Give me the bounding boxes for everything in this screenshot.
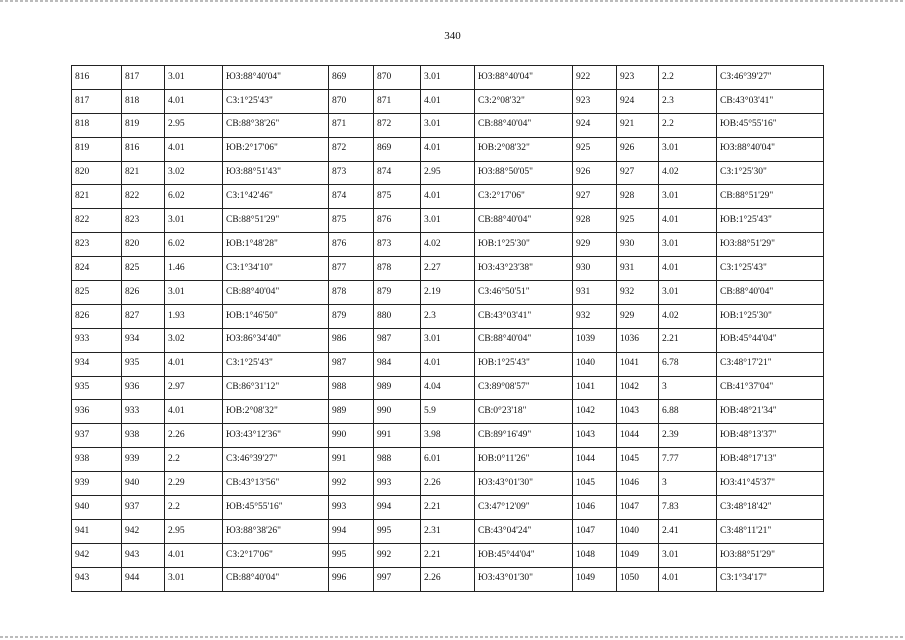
- cell-distance: 2.95: [165, 113, 223, 137]
- cell-from-point: 876: [329, 233, 374, 257]
- cell-bearing: СЗ:46°50'51": [475, 281, 573, 305]
- cell-distance: 1.46: [165, 257, 223, 281]
- cell-distance: 5.9: [421, 400, 475, 424]
- cell-to-point: 874: [374, 161, 421, 185]
- cell-to-point: 875: [374, 185, 421, 209]
- cell-distance: 3.98: [421, 424, 475, 448]
- cell-distance: 3: [659, 376, 717, 400]
- cell-from-point: 1044: [573, 448, 617, 472]
- cell-from-point: 932: [573, 304, 617, 328]
- cell-bearing: СВ:43°03'41": [475, 304, 573, 328]
- cell-distance: 4.01: [659, 567, 717, 591]
- cell-from-point: 871: [329, 113, 374, 137]
- cell-to-point: 869: [374, 137, 421, 161]
- cell-distance: 2.3: [659, 89, 717, 113]
- cell-bearing: СЗ:2°08'32": [475, 89, 573, 113]
- cell-to-point: 930: [617, 233, 659, 257]
- cell-bearing: ЮВ:45°55'16": [223, 496, 329, 520]
- cell-to-point: 1046: [617, 472, 659, 496]
- scan-bottom-edge: [0, 636, 905, 638]
- cell-distance: 3.01: [421, 328, 475, 352]
- cell-to-point: 818: [122, 89, 165, 113]
- cell-distance: 2.95: [165, 519, 223, 543]
- cell-distance: 2.3: [421, 304, 475, 328]
- cell-distance: 6.02: [165, 185, 223, 209]
- cell-from-point: 986: [329, 328, 374, 352]
- cell-bearing: СВ:88°51'29": [223, 209, 329, 233]
- cell-distance: 4.02: [659, 304, 717, 328]
- cell-to-point: 990: [374, 400, 421, 424]
- cell-to-point: 995: [374, 519, 421, 543]
- cell-to-point: 1045: [617, 448, 659, 472]
- cell-distance: 3: [659, 472, 717, 496]
- cell-distance: 6.78: [659, 352, 717, 376]
- cell-bearing: ЮВ:2°08'32": [475, 137, 573, 161]
- cell-from-point: 991: [329, 448, 374, 472]
- cell-distance: 2.2: [165, 448, 223, 472]
- cell-distance: 1.93: [165, 304, 223, 328]
- cell-to-point: 1044: [617, 424, 659, 448]
- cell-bearing: ЮЗ:88°50'05": [475, 161, 573, 185]
- cell-distance: 3.01: [165, 209, 223, 233]
- cell-distance: 2.41: [659, 519, 717, 543]
- cell-to-point: 817: [122, 66, 165, 90]
- cell-from-point: 878: [329, 281, 374, 305]
- table-row: [72, 185, 824, 209]
- cell-bearing: СВ:86°31'12": [223, 376, 329, 400]
- cell-bearing: СЗ:48°11'21": [717, 519, 824, 543]
- cell-bearing: ЮЗ:86°34'40": [223, 328, 329, 352]
- cell-to-point: 820: [122, 233, 165, 257]
- cell-to-point: 1036: [617, 328, 659, 352]
- cell-from-point: 930: [573, 257, 617, 281]
- cell-bearing: СЗ:47°12'09": [475, 496, 573, 520]
- table-row: [72, 328, 824, 352]
- cell-distance: 4.01: [659, 209, 717, 233]
- cell-bearing: СЗ:46°39'27": [223, 448, 329, 472]
- cell-distance: 2.19: [421, 281, 475, 305]
- cell-bearing: СЗ:48°17'21": [717, 352, 824, 376]
- cell-bearing: ЮВ:2°17'06": [223, 137, 329, 161]
- cell-from-point: 821: [72, 185, 122, 209]
- cell-distance: 3.02: [165, 161, 223, 185]
- cell-to-point: 879: [374, 281, 421, 305]
- cell-distance: 4.01: [421, 185, 475, 209]
- cell-to-point: 873: [374, 233, 421, 257]
- cell-from-point: 869: [329, 66, 374, 90]
- cell-distance: 4.02: [421, 233, 475, 257]
- cell-to-point: 944: [122, 567, 165, 591]
- cell-from-point: 1041: [573, 376, 617, 400]
- cell-bearing: СВ:88°38'26": [223, 113, 329, 137]
- cell-from-point: 936: [72, 400, 122, 424]
- cell-to-point: 989: [374, 376, 421, 400]
- cell-distance: 4.01: [421, 352, 475, 376]
- cell-bearing: ЮЗ:41°45'37": [717, 472, 824, 496]
- cell-bearing: ЮВ:1°46'50": [223, 304, 329, 328]
- cell-from-point: 994: [329, 519, 374, 543]
- table-row: [72, 304, 824, 328]
- cell-from-point: 1043: [573, 424, 617, 448]
- cell-to-point: 1041: [617, 352, 659, 376]
- cell-distance: 4.02: [659, 161, 717, 185]
- cell-bearing: ЮЗ:88°51'29": [717, 233, 824, 257]
- cell-bearing: СЗ:46°39'27": [717, 66, 824, 90]
- cell-from-point: 879: [329, 304, 374, 328]
- cell-from-point: 1046: [573, 496, 617, 520]
- cell-to-point: 876: [374, 209, 421, 233]
- cell-from-point: 928: [573, 209, 617, 233]
- cell-from-point: 1040: [573, 352, 617, 376]
- table-row: [72, 137, 824, 161]
- cell-to-point: 987: [374, 328, 421, 352]
- table-row: [72, 66, 824, 90]
- cell-bearing: СВ:43°03'41": [717, 89, 824, 113]
- cell-to-point: 1043: [617, 400, 659, 424]
- cell-to-point: 1042: [617, 376, 659, 400]
- cell-from-point: 943: [72, 567, 122, 591]
- cell-to-point: 1040: [617, 519, 659, 543]
- cell-to-point: 936: [122, 376, 165, 400]
- table-row: [72, 448, 824, 472]
- cell-bearing: СВ:88°40'04": [475, 209, 573, 233]
- cell-bearing: ЮВ:1°25'43": [717, 209, 824, 233]
- table-row: [72, 89, 824, 113]
- cell-bearing: СЗ:1°34'17": [717, 567, 824, 591]
- cell-distance: 4.01: [421, 137, 475, 161]
- cell-bearing: ЮВ:1°25'30": [475, 233, 573, 257]
- cell-distance: 4.01: [421, 89, 475, 113]
- cell-to-point: 878: [374, 257, 421, 281]
- cell-from-point: 823: [72, 233, 122, 257]
- cell-bearing: ЮВ:0°11'26": [475, 448, 573, 472]
- cell-to-point: 1050: [617, 567, 659, 591]
- cell-to-point: 984: [374, 352, 421, 376]
- cell-distance: 2.27: [421, 257, 475, 281]
- table-row: [72, 400, 824, 424]
- scan-top-edge: [0, 0, 905, 2]
- cell-from-point: 942: [72, 543, 122, 567]
- cell-bearing: СВ:88°40'04": [717, 281, 824, 305]
- cell-to-point: 931: [617, 257, 659, 281]
- cell-to-point: 992: [374, 543, 421, 567]
- cell-from-point: 817: [72, 89, 122, 113]
- cell-bearing: ЮЗ:88°40'04": [475, 66, 573, 90]
- cell-distance: 4.01: [659, 257, 717, 281]
- cell-distance: 2.26: [421, 567, 475, 591]
- cell-to-point: 943: [122, 543, 165, 567]
- cell-from-point: 939: [72, 472, 122, 496]
- cell-from-point: 818: [72, 113, 122, 137]
- cell-bearing: ЮВ:2°08'32": [223, 400, 329, 424]
- cell-to-point: 929: [617, 304, 659, 328]
- cell-bearing: СЗ:89°08'57": [475, 376, 573, 400]
- table-row: [72, 209, 824, 233]
- cell-distance: 3.01: [421, 113, 475, 137]
- cell-distance: 7.77: [659, 448, 717, 472]
- cell-to-point: 997: [374, 567, 421, 591]
- cell-distance: 2.2: [659, 113, 717, 137]
- cell-bearing: СЗ:1°34'10": [223, 257, 329, 281]
- cell-to-point: 1049: [617, 543, 659, 567]
- cell-to-point: 928: [617, 185, 659, 209]
- cell-distance: 4.01: [165, 400, 223, 424]
- cell-distance: 2.31: [421, 519, 475, 543]
- cell-to-point: 816: [122, 137, 165, 161]
- table-row: [72, 161, 824, 185]
- table-row: [72, 281, 824, 305]
- cell-bearing: ЮВ:48°13'37": [717, 424, 824, 448]
- cell-distance: 3.01: [165, 66, 223, 90]
- cell-to-point: 993: [374, 472, 421, 496]
- table-row: [72, 424, 824, 448]
- table-row: [72, 543, 824, 567]
- cell-to-point: 924: [617, 89, 659, 113]
- survey-table: [71, 65, 824, 592]
- cell-to-point: 934: [122, 328, 165, 352]
- cell-distance: 2.2: [659, 66, 717, 90]
- cell-to-point: 825: [122, 257, 165, 281]
- cell-bearing: СЗ:2°17'06": [475, 185, 573, 209]
- cell-to-point: 994: [374, 496, 421, 520]
- cell-from-point: 927: [573, 185, 617, 209]
- cell-distance: 3.02: [165, 328, 223, 352]
- cell-from-point: 923: [573, 89, 617, 113]
- cell-distance: 3.01: [165, 567, 223, 591]
- cell-from-point: 924: [573, 113, 617, 137]
- cell-to-point: 821: [122, 161, 165, 185]
- cell-bearing: СЗ:1°25'43": [717, 257, 824, 281]
- cell-to-point: 822: [122, 185, 165, 209]
- cell-distance: 2.26: [165, 424, 223, 448]
- table-row: [72, 233, 824, 257]
- cell-bearing: СВ:89°16'49": [475, 424, 573, 448]
- cell-from-point: 988: [329, 376, 374, 400]
- cell-distance: 4.01: [165, 352, 223, 376]
- cell-from-point: 1042: [573, 400, 617, 424]
- cell-bearing: СВ:88°40'04": [475, 113, 573, 137]
- table-row: [72, 113, 824, 137]
- cell-bearing: ЮВ:1°25'43": [475, 352, 573, 376]
- cell-from-point: 822: [72, 209, 122, 233]
- cell-from-point: 870: [329, 89, 374, 113]
- cell-from-point: 820: [72, 161, 122, 185]
- cell-from-point: 993: [329, 496, 374, 520]
- cell-bearing: ЮЗ:43°23'38": [475, 257, 573, 281]
- cell-from-point: 987: [329, 352, 374, 376]
- cell-to-point: 925: [617, 209, 659, 233]
- cell-from-point: 941: [72, 519, 122, 543]
- cell-bearing: СВ:43°13'56": [223, 472, 329, 496]
- cell-from-point: 1049: [573, 567, 617, 591]
- cell-from-point: 1039: [573, 328, 617, 352]
- cell-distance: 6.01: [421, 448, 475, 472]
- cell-bearing: ЮВ:48°21'34": [717, 400, 824, 424]
- table-row: [72, 567, 824, 591]
- cell-bearing: СЗ:1°42'46": [223, 185, 329, 209]
- cell-bearing: ЮЗ:43°12'36": [223, 424, 329, 448]
- cell-distance: 3.01: [659, 233, 717, 257]
- table-row: [72, 376, 824, 400]
- cell-bearing: ЮЗ:43°01'30": [475, 472, 573, 496]
- cell-from-point: 925: [573, 137, 617, 161]
- cell-distance: 4.01: [165, 543, 223, 567]
- cell-distance: 2.39: [659, 424, 717, 448]
- cell-distance: 4.04: [421, 376, 475, 400]
- cell-from-point: 989: [329, 400, 374, 424]
- cell-from-point: 990: [329, 424, 374, 448]
- cell-from-point: 931: [573, 281, 617, 305]
- cell-to-point: 871: [374, 89, 421, 113]
- cell-distance: 3.01: [421, 209, 475, 233]
- cell-bearing: СВ:88°40'04": [223, 567, 329, 591]
- table-row: [72, 496, 824, 520]
- cell-from-point: 992: [329, 472, 374, 496]
- cell-distance: 4.01: [165, 89, 223, 113]
- cell-distance: 2.21: [421, 543, 475, 567]
- cell-bearing: ЮВ:1°48'28": [223, 233, 329, 257]
- cell-to-point: 932: [617, 281, 659, 305]
- cell-distance: 2.26: [421, 472, 475, 496]
- cell-bearing: ЮВ:45°44'04": [717, 328, 824, 352]
- cell-from-point: 937: [72, 424, 122, 448]
- cell-to-point: 872: [374, 113, 421, 137]
- cell-distance: 6.02: [165, 233, 223, 257]
- cell-from-point: 935: [72, 376, 122, 400]
- cell-from-point: 874: [329, 185, 374, 209]
- cell-from-point: 824: [72, 257, 122, 281]
- cell-bearing: СЗ:48°18'42": [717, 496, 824, 520]
- cell-from-point: 996: [329, 567, 374, 591]
- cell-from-point: 940: [72, 496, 122, 520]
- cell-from-point: 1047: [573, 519, 617, 543]
- cell-bearing: СЗ:1°25'43": [223, 89, 329, 113]
- cell-to-point: 823: [122, 209, 165, 233]
- cell-to-point: 933: [122, 400, 165, 424]
- cell-from-point: 875: [329, 209, 374, 233]
- cell-to-point: 991: [374, 424, 421, 448]
- cell-from-point: 825: [72, 281, 122, 305]
- survey-table-body: [72, 66, 824, 592]
- cell-distance: 3.01: [421, 66, 475, 90]
- cell-from-point: 826: [72, 304, 122, 328]
- cell-bearing: ЮЗ:43°01'30": [475, 567, 573, 591]
- cell-from-point: 872: [329, 137, 374, 161]
- cell-bearing: ЮВ:48°17'13": [717, 448, 824, 472]
- cell-to-point: 927: [617, 161, 659, 185]
- cell-bearing: СВ:0°23'18": [475, 400, 573, 424]
- cell-distance: 2.95: [421, 161, 475, 185]
- cell-bearing: СЗ:1°25'30": [717, 161, 824, 185]
- cell-bearing: ЮЗ:88°38'26": [223, 519, 329, 543]
- cell-to-point: 988: [374, 448, 421, 472]
- cell-distance: 4.01: [165, 137, 223, 161]
- cell-bearing: СВ:43°04'24": [475, 519, 573, 543]
- cell-from-point: 926: [573, 161, 617, 185]
- cell-to-point: 1047: [617, 496, 659, 520]
- cell-to-point: 938: [122, 424, 165, 448]
- cell-to-point: 926: [617, 137, 659, 161]
- cell-bearing: ЮЗ:88°51'29": [717, 543, 824, 567]
- cell-to-point: 942: [122, 519, 165, 543]
- cell-to-point: 923: [617, 66, 659, 90]
- cell-from-point: 929: [573, 233, 617, 257]
- cell-from-point: 816: [72, 66, 122, 90]
- cell-distance: 3.01: [659, 543, 717, 567]
- cell-to-point: 939: [122, 448, 165, 472]
- cell-bearing: СВ:41°37'04": [717, 376, 824, 400]
- cell-from-point: 1045: [573, 472, 617, 496]
- cell-bearing: ЮЗ:88°51'43": [223, 161, 329, 185]
- cell-to-point: 870: [374, 66, 421, 90]
- cell-distance: 3.01: [659, 137, 717, 161]
- cell-distance: 2.2: [165, 496, 223, 520]
- page-number: 340: [444, 30, 461, 42]
- cell-distance: 6.88: [659, 400, 717, 424]
- cell-from-point: 995: [329, 543, 374, 567]
- table-row: [72, 257, 824, 281]
- cell-from-point: 1048: [573, 543, 617, 567]
- table-row: [72, 472, 824, 496]
- cell-from-point: 873: [329, 161, 374, 185]
- cell-distance: 3.01: [165, 281, 223, 305]
- cell-to-point: 819: [122, 113, 165, 137]
- cell-to-point: 935: [122, 352, 165, 376]
- cell-from-point: 819: [72, 137, 122, 161]
- cell-distance: 7.83: [659, 496, 717, 520]
- cell-to-point: 921: [617, 113, 659, 137]
- cell-distance: 2.97: [165, 376, 223, 400]
- cell-to-point: 826: [122, 281, 165, 305]
- table-row: [72, 519, 824, 543]
- cell-distance: 2.21: [421, 496, 475, 520]
- table-row: [72, 352, 824, 376]
- cell-to-point: 937: [122, 496, 165, 520]
- cell-from-point: 933: [72, 328, 122, 352]
- cell-to-point: 940: [122, 472, 165, 496]
- cell-from-point: 922: [573, 66, 617, 90]
- cell-bearing: СВ:88°40'04": [223, 281, 329, 305]
- cell-to-point: 827: [122, 304, 165, 328]
- cell-bearing: СВ:88°40'04": [475, 328, 573, 352]
- cell-bearing: СВ:88°51'29": [717, 185, 824, 209]
- cell-distance: 3.01: [659, 281, 717, 305]
- cell-bearing: ЮВ:45°55'16": [717, 113, 824, 137]
- cell-from-point: 877: [329, 257, 374, 281]
- cell-bearing: ЮЗ:88°40'04": [223, 66, 329, 90]
- cell-bearing: ЮВ:45°44'04": [475, 543, 573, 567]
- cell-distance: 2.29: [165, 472, 223, 496]
- cell-bearing: СЗ:1°25'43": [223, 352, 329, 376]
- cell-bearing: СЗ:2°17'06": [223, 543, 329, 567]
- cell-to-point: 880: [374, 304, 421, 328]
- cell-from-point: 938: [72, 448, 122, 472]
- cell-from-point: 934: [72, 352, 122, 376]
- cell-bearing: ЮЗ:88°40'04": [717, 137, 824, 161]
- cell-distance: 3.01: [659, 185, 717, 209]
- cell-bearing: ЮВ:1°25'30": [717, 304, 824, 328]
- cell-distance: 2.21: [659, 328, 717, 352]
